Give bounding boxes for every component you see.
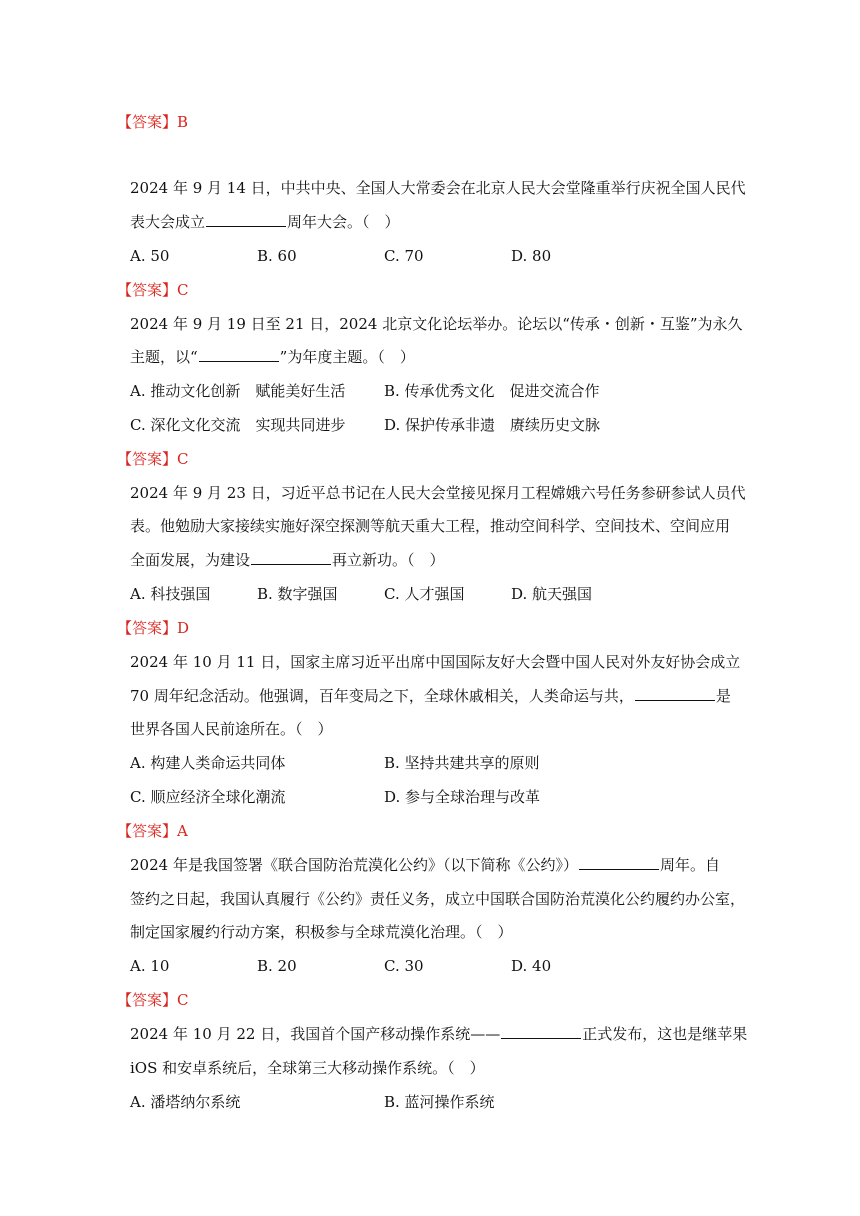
answer-value: C bbox=[177, 281, 189, 299]
answer-blank bbox=[635, 686, 715, 701]
answer-value: D bbox=[177, 619, 190, 637]
option-a: A. 推动文化创新 赋能美好生活 bbox=[130, 382, 346, 400]
question-text: 2024 年是我国签署《联合国防治荒漠化公约》（以下简称《公约》） 周年。自 bbox=[130, 856, 720, 874]
option-a: A. 50 bbox=[130, 247, 170, 265]
question-text: 表。他勉励大家接续实施好深空探测等航天重大工程，推动空间科学、空间技术、空间应用 bbox=[130, 517, 731, 535]
option-a: A. 科技强国 bbox=[130, 585, 211, 603]
option-d: D. 80 bbox=[511, 247, 552, 265]
option-b: B. 蓝河操作系统 bbox=[384, 1093, 495, 1111]
option-d: D. 40 bbox=[511, 957, 552, 975]
option-a: A. 潘塔纳尔系统 bbox=[130, 1093, 241, 1111]
answer-value: C bbox=[177, 991, 189, 1009]
answer-label: 【答案】 bbox=[117, 450, 178, 468]
answer-blank bbox=[579, 855, 659, 870]
option-b: B. 传承优秀文化 促进交流合作 bbox=[384, 382, 600, 400]
answer-line bbox=[117, 280, 189, 300]
answer-label: 【答案】 bbox=[117, 619, 178, 637]
option-c: C. 深化文化交流 实现共同进步 bbox=[130, 416, 346, 434]
option-a: A. 构建人类命运共同体 bbox=[130, 754, 286, 772]
answer-label: 【答案】 bbox=[117, 991, 178, 1009]
answer-label: 【答案】 bbox=[117, 822, 178, 840]
answer-blank bbox=[251, 550, 331, 565]
option-c: C. 人才强国 bbox=[384, 585, 465, 603]
option-c: C. 70 bbox=[384, 247, 424, 265]
answer-line bbox=[117, 990, 189, 1010]
answer-label: 【答案】 bbox=[117, 281, 178, 299]
answer-blank bbox=[501, 1024, 581, 1039]
answer-label: 【答案】 bbox=[117, 113, 178, 131]
option-c: C. 30 bbox=[384, 957, 424, 975]
option-b: B. 20 bbox=[257, 957, 297, 975]
answer-line bbox=[117, 112, 188, 132]
answer-line bbox=[117, 618, 189, 638]
question-text: 2024 年 10 月 11 日，国家主席习近平出席中国国际友好大会暨中国人民对外友好协会成立 bbox=[130, 653, 741, 671]
option-c: C. 顺应经济全球化潮流 bbox=[130, 788, 286, 806]
option-d: D. 保护传承非遗 赓续历史文脉 bbox=[384, 416, 601, 434]
question-text: 70 周年纪念活动。他强调，百年变局之下，全球休戚相关，人类命运与共， 是 bbox=[130, 687, 731, 705]
option-d: D. 航天强国 bbox=[511, 585, 593, 603]
answer-value: C bbox=[177, 450, 189, 468]
option-a: A. 10 bbox=[130, 957, 170, 975]
answer-line bbox=[117, 821, 188, 841]
option-b: B. 坚持共建共享的原则 bbox=[384, 754, 540, 772]
option-d: D. 参与全球治理与改革 bbox=[384, 788, 541, 806]
answer-blank bbox=[199, 347, 279, 362]
answer-value: A bbox=[177, 822, 188, 840]
question-text: iOS 和安卓系统后，全球第三大移动操作系统。（ ） bbox=[130, 1059, 485, 1077]
question-text: 签约之日起，我国认真履行《公约》责任义务，成立中国联合国防治荒漠化公约履约办公室， bbox=[130, 890, 746, 908]
answer-value: B bbox=[177, 113, 189, 131]
question-text: 2024 年 9 月 14 日，中共中央、全国人大常委会在北京人民大会堂隆重举行庆祝全国人民代 bbox=[130, 179, 746, 197]
question-text: 全面发展，为建设 再立新功。（ ） bbox=[130, 551, 445, 569]
question-text: 2024 年 9 月 23 日，习近平总书记在人民大会堂接见探月工程嫦娥六号任务参研参试人员代 bbox=[130, 484, 746, 502]
question-text: 2024 年 10 月 22 日，我国首个国产移动操作系统—— 正式发布，这也是继苹果 bbox=[130, 1025, 748, 1043]
option-b: B. 数字强国 bbox=[257, 585, 338, 603]
answer-blank bbox=[206, 212, 286, 227]
answer-line bbox=[117, 449, 189, 469]
option-b: B. 60 bbox=[257, 247, 297, 265]
question-text: 表大会成立 周年大会。（ ） bbox=[130, 213, 400, 231]
question-text: 世界各国人民前途所在。（ ） bbox=[130, 720, 333, 738]
question-text: 2024 年 9 月 19 日至 21 日，2024 北京文化论坛举办。论坛以“传承・创新・互鉴”为永久 bbox=[130, 315, 743, 333]
question-text: 制定国家履约行动方案，积极参与全球荒漠化治理。（ ） bbox=[130, 923, 513, 941]
question-text: 主题，以“ ”为年度主题。（ ） bbox=[130, 348, 415, 366]
